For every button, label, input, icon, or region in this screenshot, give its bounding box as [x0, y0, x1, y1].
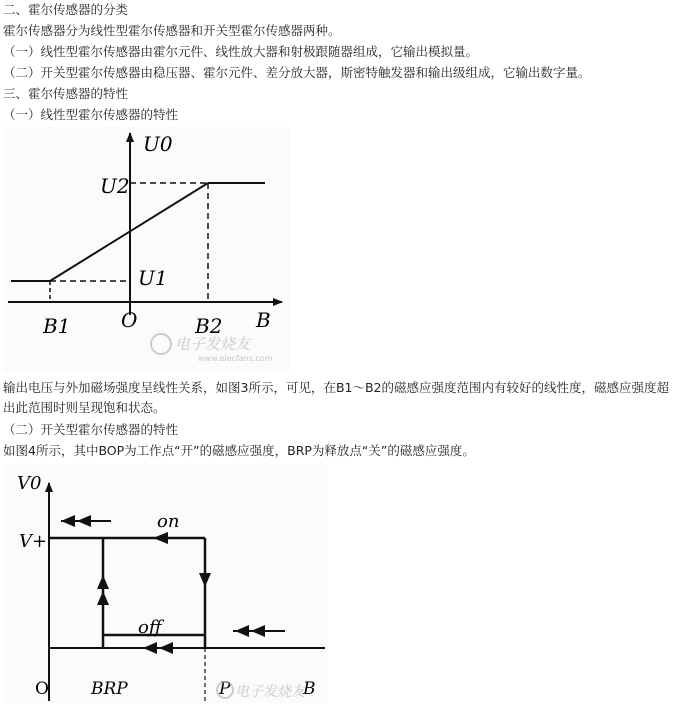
arrow-left-icon [143, 642, 157, 654]
on-label: on [157, 511, 180, 532]
arrow-left-icon [159, 642, 173, 654]
watermark-text: 电子发烧友 [175, 335, 251, 353]
arrow-up-icon [97, 591, 109, 605]
y-axis-label: U0 [143, 132, 173, 156]
off-direction-arrows [143, 625, 285, 654]
u1-label: U1 [138, 266, 168, 290]
b1-label: B1 [43, 314, 71, 338]
subheading-switch: （二）开关型霍尔传感器的特性 [3, 422, 179, 437]
arrow-down-icon [199, 573, 211, 587]
watermark-text: 电子发烧友 [235, 684, 305, 700]
u2-label: U2 [100, 174, 130, 198]
x-axis-label: B [256, 308, 271, 332]
on-direction-arrows [61, 515, 168, 544]
watermark [217, 682, 307, 700]
off-label: off [138, 617, 162, 638]
vplus-label: V+ [19, 531, 48, 552]
paragraph-linear-description: 输出电压与外加磁场强度呈线性关系，如图3所示，可见，在B1～B2的磁感应强度范围内有较好的线性度，磁感应强度超出此范围时则呈现饱和状态。 [3, 380, 670, 415]
paragraph-classification: 霍尔传感器分为线性型霍尔传感器和开关型霍尔传感器两种。 [3, 23, 341, 38]
heading-characteristics: 三、霍尔传感器的特性 [3, 86, 129, 101]
b2-label: B2 [195, 314, 223, 338]
arrow-left-icon [235, 625, 249, 637]
watermark [151, 334, 273, 363]
arrow-up-icon [97, 575, 109, 589]
paragraph-switch-composition: （二）开关型霍尔传感器由稳压器、霍尔元件、差分放大器，斯密特触发器和输出级组成，它输出数字量。 [3, 65, 591, 80]
heading-classification: 二、霍尔传感器的分类 [3, 2, 129, 17]
arrow-right-icon [153, 532, 168, 544]
arrow-left-icon [61, 515, 75, 527]
arrow-left-icon [77, 515, 91, 527]
bop-label: P [219, 679, 231, 699]
watermark-logo-icon [151, 334, 171, 354]
arrow-left-icon [251, 625, 265, 637]
origin-label: O [121, 308, 138, 332]
watermark-url: www.elecfans.com [198, 354, 273, 363]
figure-4-diagram [3, 465, 328, 703]
origin-label: O [35, 679, 49, 699]
figure-3-diagram [3, 127, 290, 372]
x-axis-label: B [303, 679, 316, 699]
figure-4-switch-characteristic [3, 465, 328, 703]
y-axis-label: V0 [17, 473, 42, 494]
paragraph-switch-description: 如图4所示，其中BOP为工作点“开”的磁感应强度，BRP为释放点“关”的磁感应强度。 [3, 443, 475, 458]
paragraph-linear-composition: （一）线性型霍尔传感器由霍尔元件、线性放大器和射极跟随器组成，它输出模拟量。 [3, 44, 479, 59]
figure-3-linear-characteristic [3, 127, 290, 372]
transition-arrows [97, 573, 211, 605]
brp-label: BRP [91, 679, 128, 699]
subheading-linear: （一）线性型霍尔传感器的特性 [3, 107, 179, 122]
